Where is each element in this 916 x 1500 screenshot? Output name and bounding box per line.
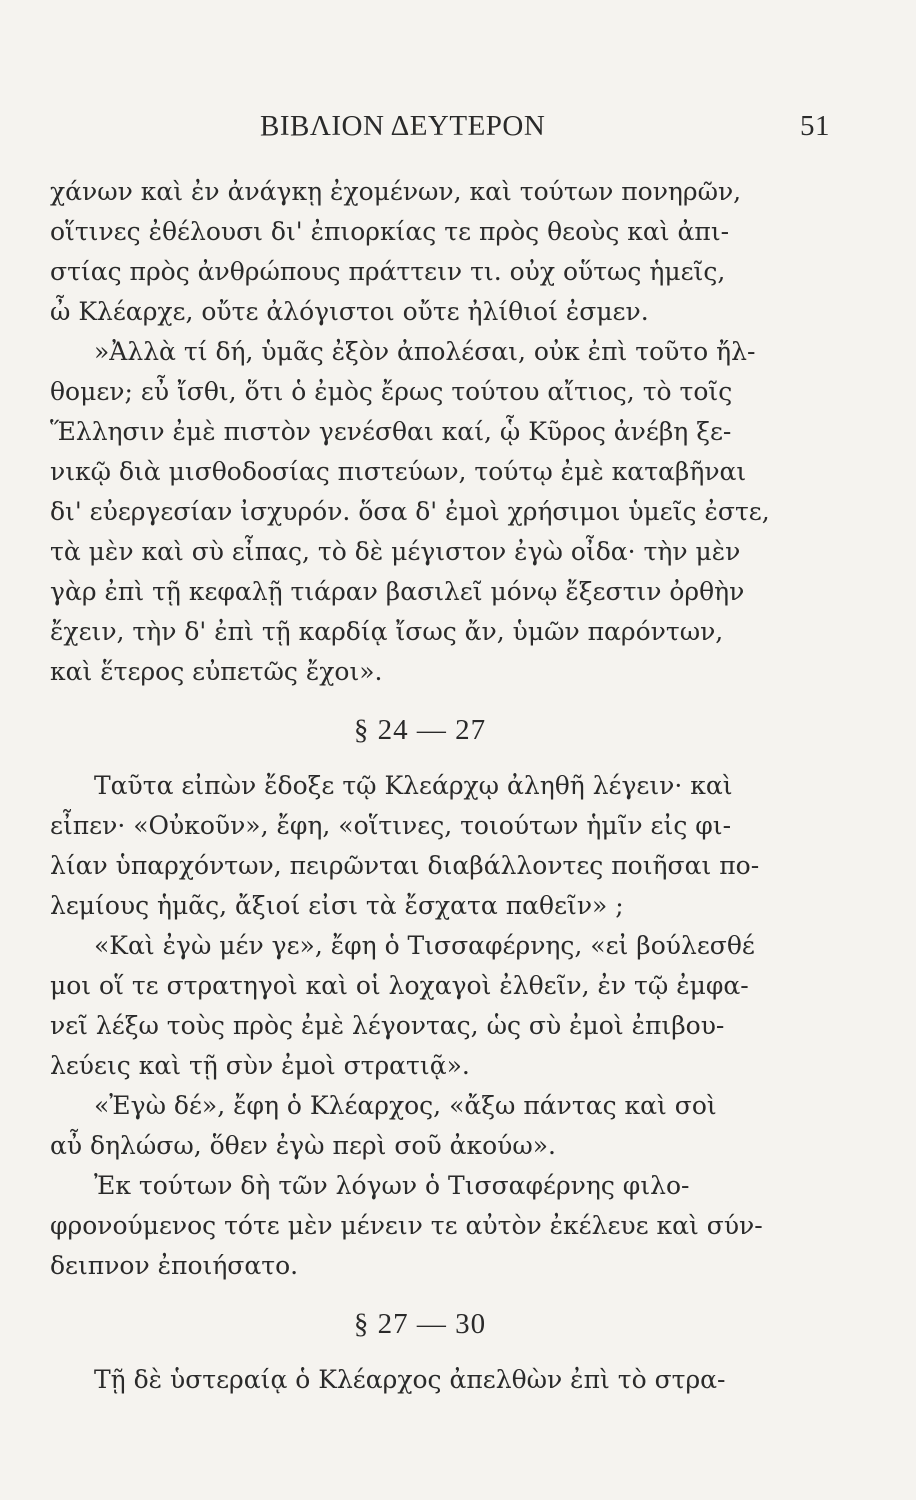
section-heading-2: § 27 — 30 bbox=[353, 1308, 487, 1340]
text-line: οἵτινες ἐθέλουσι δι' ἐπιορκίας τε πρὸς θεοὺς καὶ ἀπι- bbox=[50, 217, 730, 246]
paragraph-3 bbox=[50, 766, 790, 926]
text-line: θομεν; εὖ ἴσθι, ὅτι ὁ ἐμὸς ἔρως τούτου αἴτιος, τὸ τοῖς bbox=[50, 377, 733, 406]
paragraph-1 bbox=[50, 172, 790, 332]
text-line: τὰ μὲν καὶ σὺ εἶπας, τὸ δὲ μέγιστον ἐγὼ οἶδα· τὴν μὲν bbox=[50, 537, 741, 566]
page-number: 51 bbox=[800, 110, 830, 142]
text-line: Ἕλλησιν ἐμὲ πιστὸν γενέσθαι καί, ᾧ Κῦρος ἀνέβη ξε- bbox=[50, 417, 732, 446]
text-line: νεῖ λέξω τοὺς πρὸς ἐμὲ λέγοντας, ὡς σὺ ἐμοὶ ἐπιβου- bbox=[50, 1011, 725, 1040]
running-title: ΒΙΒΛΙΟΝ ΔΕΥΤΕΡΟΝ bbox=[260, 110, 546, 142]
text-line: καὶ ἕτερος εὐπετῶς ἔχοι». bbox=[50, 657, 383, 686]
text-line: Ἐκ τούτων δὴ τῶν λόγων ὁ Τισσαφέρνης φιλο- bbox=[94, 1171, 690, 1200]
text-line: λεύεις καὶ τῇ σὺν ἐμοὶ στρατιᾷ». bbox=[50, 1051, 470, 1080]
text-line: δειπνον ἐποιήσατο. bbox=[50, 1251, 299, 1280]
text-line: «Ἐγὼ δέ», ἔφη ὁ Κλέαρχος, «ἄξω πάντας καὶ σοὶ bbox=[94, 1091, 717, 1120]
text-line: δι' εὐεργεσίαν ἰσχυρόν. ὅσα δ' ἐμοὶ χρήσιμοι ὑμεῖς ἐστε, bbox=[50, 497, 770, 526]
text-line: ὦ Κλέαρχε, οὔτε ἀλόγιστοι οὔτε ἠλίθιοί ἐσμεν. bbox=[50, 297, 649, 326]
text-line: γὰρ ἐπὶ τῇ κεφαλῇ τιάραν βασιλεῖ μόνῳ ἔξεστιν ὀρθὴν bbox=[50, 577, 745, 606]
text-line: Ταῦτα εἰπὼν ἔδοξε τῷ Κλεάρχῳ ἀληθῆ λέγειν· καὶ bbox=[94, 771, 733, 800]
paragraph-2 bbox=[50, 332, 790, 692]
text-line: φρονούμενος τότε μὲν μένειν τε αὐτὸν ἐκέλευε καὶ σύν- bbox=[50, 1211, 763, 1240]
text-line: νικῷ διὰ μισθοδοσίας πιστεύων, τούτῳ ἐμὲ καταβῆναι bbox=[50, 457, 747, 486]
section-heading-1: § 24 — 27 bbox=[353, 714, 487, 746]
text-line: ἔχειν, τὴν δ' ἐπὶ τῇ καρδίᾳ ἴσως ἄν, ὑμῶν παρόντων, bbox=[50, 617, 724, 646]
paragraph-5 bbox=[50, 1086, 790, 1166]
text-line: μοι οἵ τε στρατηγοὶ καὶ οἱ λοχαγοὶ ἐλθεῖν, ἐν τῷ ἐμφα- bbox=[50, 971, 749, 1000]
paragraph-4 bbox=[50, 926, 790, 1086]
text-line: «Καὶ ἐγὼ μέν γε», ἔφη ὁ Τισσαφέρνης, «εἰ βούλεσθέ bbox=[94, 931, 755, 960]
text-line: αὖ δηλώσω, ὅθεν ἐγὼ περὶ σοῦ ἀκούω». bbox=[50, 1131, 556, 1160]
text-line: στίας πρὸς ἀνθρώπους πράττειν τι. οὐχ οὕτως ἡμεῖς, bbox=[50, 257, 726, 286]
paragraph-7 bbox=[50, 1360, 790, 1400]
text-line: χάνων καὶ ἐν ἀνάγκῃ ἐχομένων, καὶ τούτων πονηρῶν, bbox=[50, 177, 742, 206]
text-line: λεμίους ἡμᾶς, ἄξιοί εἰσι τὰ ἔσχατα παθεῖν» ; bbox=[50, 891, 624, 920]
page-body bbox=[50, 172, 790, 1400]
text-line: »Ἀλλὰ τί δή, ὑμᾶς ἐξὸν ἀπολέσαι, οὐκ ἐπὶ τοῦτο ἤλ- bbox=[94, 337, 756, 366]
text-line: λίαν ὑπαρχόντων, πειρῶνται διαβάλλοντες ποιῆσαι πο- bbox=[50, 851, 760, 880]
text-line: Τῇ δὲ ὑστεραίᾳ ὁ Κλέαρχος ἀπελθὼν ἐπὶ τὸ στρα- bbox=[94, 1365, 726, 1394]
page-header bbox=[50, 110, 830, 150]
paragraph-6 bbox=[50, 1166, 790, 1286]
text-line: εἶπεν· «Οὐκοῦν», ἔφη, «οἵτινες, τοιούτων ἡμῖν εἰς φι- bbox=[50, 811, 732, 840]
